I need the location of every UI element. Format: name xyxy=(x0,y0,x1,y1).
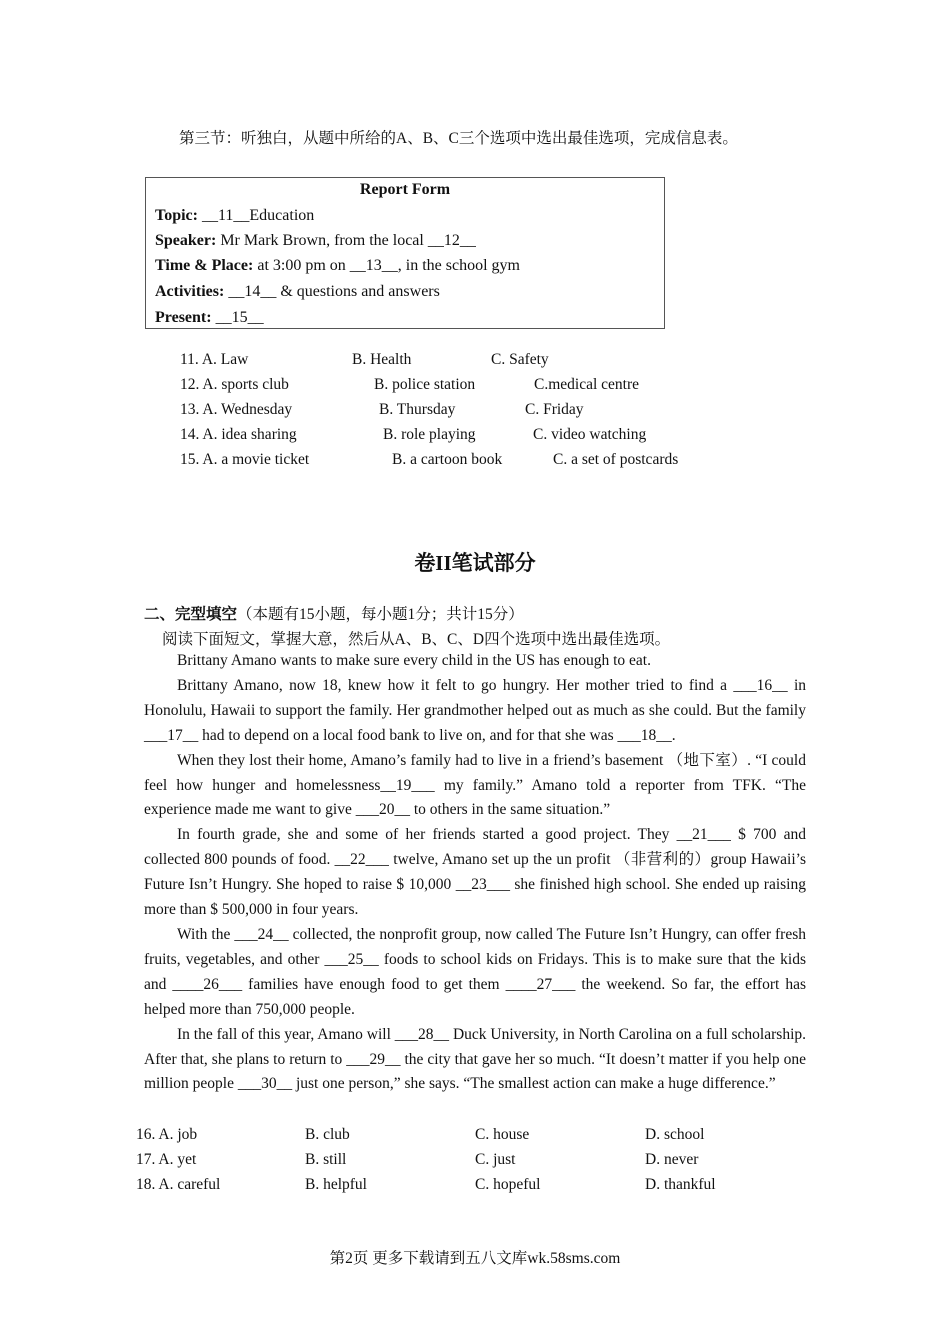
row-label: Speaker: xyxy=(155,232,217,249)
part2-heading: 卷II笔试部分 xyxy=(414,551,536,575)
page-footer: 第2页 更多下载请到五八文库wk.58sms.com xyxy=(329,1250,621,1267)
row-value: at 3:00 pm on __13__, in the school gym xyxy=(253,257,520,274)
cloze-paragraph-1: Brittany Amano wants to make sure every child in the US has enough to eat. xyxy=(177,652,651,669)
option-12-c: C.medical centre xyxy=(534,376,640,393)
row-label: Time & Place: xyxy=(155,257,254,274)
report-row-activities xyxy=(155,283,440,301)
report-form-title: Report Form xyxy=(359,181,451,198)
cloze-section-title: 二、完型填空 xyxy=(144,606,238,623)
option-14-a: 14. A. idea sharing xyxy=(180,426,297,443)
row-value: __11__Education xyxy=(197,207,315,224)
report-row-present xyxy=(155,309,264,327)
option-18-b: B. helpful xyxy=(305,1176,367,1193)
report-row-time-place xyxy=(155,257,520,275)
option-16-d: D. school xyxy=(645,1126,705,1143)
cloze-paragraph-2: Brittany Amano, now 18, knew how it felt to go hungry. Her mother tried to find a ___16__ in Honolulu, Hawaii to support the family. Her grandmother helped out as much as she could. But the family ___17__ had to depend on a local food bank to live on, and for that she was ___18__. xyxy=(144,676,806,744)
option-13-b: B. Thursday xyxy=(379,401,456,418)
option-13-c: C. Friday xyxy=(525,401,584,418)
cloze-paragraph-4: In fourth grade, she and some of her friends started a good project. They __21___ $ 700 and collected 800 pounds of food. __22___ twelve, Amano set up the un profit （非营利的）group Hawaii’s Future Isn’t Hungry. She hoped to raise $ 10,000 __23___ she finished high school. She ended up raising more than $ 500,000 in four years. xyxy=(144,826,806,919)
cloze-passage xyxy=(144,649,806,1097)
cloze-paragraph-6: In the fall of this year, Amano will ___28__ Duck University, in North Carolina on a full scholarship. After that, she plans to return to ___29__ the city that gave her so much. “It doesn’t matter if you help one million people ___30__ just one person,” she says. “The smallest action can make a huge difference.” xyxy=(144,1025,806,1093)
cloze-section-header xyxy=(144,602,524,624)
option-18-c: C. hopeful xyxy=(475,1176,541,1193)
cloze-paragraph-3: When they lost their home, Amano’s family had to live in a friend’s basement （地下室）. “I could feel how hunger and homelessness__19___ my family.” Amano told a reporter from TFK. “The experience made me want to give ___20__ to others in the same situation.” xyxy=(144,751,806,819)
report-row-speaker xyxy=(155,232,476,250)
option-17-c: C. just xyxy=(475,1151,516,1168)
cloze-section-note: （本题有15小题，每小题1分；共计15分） xyxy=(237,606,524,623)
option-17-b: B. still xyxy=(305,1151,347,1168)
option-14-b: B. role playing xyxy=(383,426,476,443)
option-11-a: 11. A. Law xyxy=(180,351,249,368)
row-value: __15__ xyxy=(211,309,264,326)
option-11-b: B. Health xyxy=(352,351,412,368)
option-14-c: C. video watching xyxy=(533,426,647,443)
row-label: Present: xyxy=(155,309,212,326)
option-17-d: D. never xyxy=(645,1151,699,1168)
option-17-a: 17. A. yet xyxy=(136,1151,197,1168)
row-value: __14__ & questions and answers xyxy=(224,283,440,300)
option-12-a: 12. A. sports club xyxy=(180,376,289,393)
option-18-a: 18. A. careful xyxy=(136,1176,221,1193)
option-11-c: C. Safety xyxy=(491,351,549,368)
option-15-b: B. a cartoon book xyxy=(392,451,503,468)
row-value: Mr Mark Brown, from the local __12__ xyxy=(216,232,476,249)
report-row-topic xyxy=(155,207,314,225)
option-16-a: 16. A. job xyxy=(136,1126,198,1143)
option-12-b: B. police station xyxy=(374,376,476,393)
option-15-c: C. a set of postcards xyxy=(553,451,679,468)
row-label: Activities: xyxy=(155,283,225,300)
section3-instruction: 第三节：听独白，从题中所给的A、B、C三个选项中选出最佳选项，完成信息表。 xyxy=(179,130,738,147)
report-form xyxy=(145,177,665,329)
option-18-d: D. thankful xyxy=(645,1176,716,1193)
option-16-c: C. house xyxy=(475,1126,530,1143)
row-label: Topic: xyxy=(155,207,198,224)
option-13-a: 13. A. Wednesday xyxy=(180,401,293,418)
option-15-a: 15. A. a movie ticket xyxy=(180,451,310,468)
option-16-b: B. club xyxy=(305,1126,350,1143)
cloze-paragraph-5: With the ___24__ collected, the nonprofit group, now called The Future Isn’t Hungry, can offer fresh fruits, vegetables, and other ___25__ foods to school kids on Fridays. This is to make sure that the kids and ____26___ families have enough food to get them ____27___ the weekend. So far, the effort has helped more than 750,000 people. xyxy=(144,925,806,1018)
cloze-instruction: 阅读下面短文，掌握大意，然后从A、B、C、D四个选项中选出最佳选项。 xyxy=(162,631,671,648)
